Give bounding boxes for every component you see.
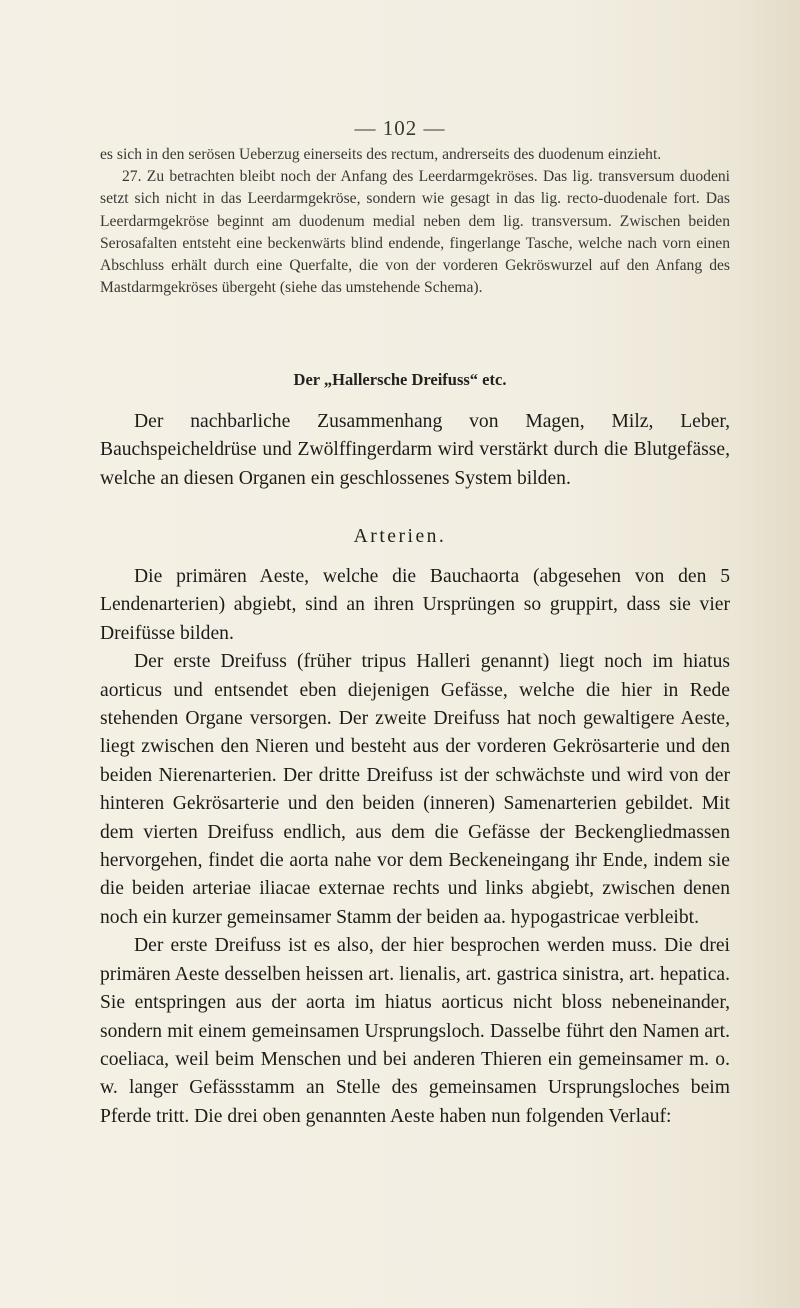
- top-text-block: [100, 144, 730, 299]
- page-number: — 102 —: [354, 116, 446, 140]
- paragraph-continuation: es sich in den serösen Ueberzug einerseits des rectum, andrerseits des duodenum einzieht.: [100, 146, 662, 163]
- intro-text-block: [100, 408, 730, 493]
- paragraph-primary-branches: Die primären Aeste, welche die Bauchaorta (abgesehen von den 5 Lendenarterien) abgiebt, sind an ihren Ursprüngen so gruppirt, dass sie vier Dreifüsse bilden.: [100, 566, 730, 644]
- paragraph-27: 27. Zu betrachten bleibt noch der Anfang des Leerdarmgekröses. Das lig. transversum duodeni setzt sich nicht in das Leerdarmgekröse, sondern wie gesagt in das lig. recto-duodenale fort. Das Leerdarmgekröse beginnt am duodenum medial neben dem lig. transversum. Zwischen beiden Serosafalten entsteht eine beckenwärts blind endende, fingerlange Tasche, welche nach vorn einen Abschluss erhält durch eine Querfalte, die von der vorderen Gekröswurzel auf den Anfang des Mastdarmgekröses übergeht (siehe das umstehende Schema).: [100, 168, 730, 297]
- paragraph-dreifuss-overview: Der erste Dreifuss (früher tripus Halleri genannt) liegt noch im hiatus aorticus und entsendet eben diejenigen Gefässe, welche die hier in Rede stehenden Organe versorgen. Der zweite Dreifuss hat noch gewaltigere Aeste, liegt zwischen den Nieren und besteht aus der vorderen Gekrösarterie und den beiden Nierenarterien. Der dritte Dreifuss ist der schwächste und wird von der hinteren Gekrösarterie und den beiden (inneren) Samenarterien gebildet. Mit dem vierten Dreifuss endlich, aus dem die Gefässe der Beckengliedmassen hervorgehen, findet die aorta nahe vor dem Beckeneingang ihr Ende, indem sie die beiden arteriae iliacae externae rechts und links abgiebt, zwischen denen noch ein kurzer gemeinsamer Stamm der beiden aa. hypogastricae verbleibt.: [100, 651, 730, 928]
- paragraph-first-dreifuss: Der erste Dreifuss ist es also, der hier besprochen werden muss. Die drei primären Aeste desselben heissen art. lienalis, art. gastrica sinistra, art. hepatica. Sie entspringen aus der aorta im hiatus aorticus nicht bloss nebeneinander, sondern mit einem gemeinsamen Ursprungsloch. Dasselbe führt den Namen art. coeliaca, weil beim Menschen und bei anderen Thieren ein gemeinsamer m. o. w. langer Gefässstamm an Stelle des gemeinsamen Ursprungsloches beim Pferde tritt. Die drei oben genannten Aeste haben nun folgenden Verlauf:: [100, 935, 730, 1127]
- intro-paragraph: Der nachbarliche Zusammenhang von Magen, Milz, Leber, Bauchspeicheldrüse und Zwölffingerdarm wird verstärkt durch die Blutgefässe, welche an diesen Organen ein geschlossenes System bilden.: [100, 411, 730, 489]
- main-text-block: [100, 563, 730, 1131]
- subheading-arterien: Arterien.: [353, 526, 447, 547]
- section-title: Der „Hallersche Dreifuss“ etc.: [293, 370, 507, 389]
